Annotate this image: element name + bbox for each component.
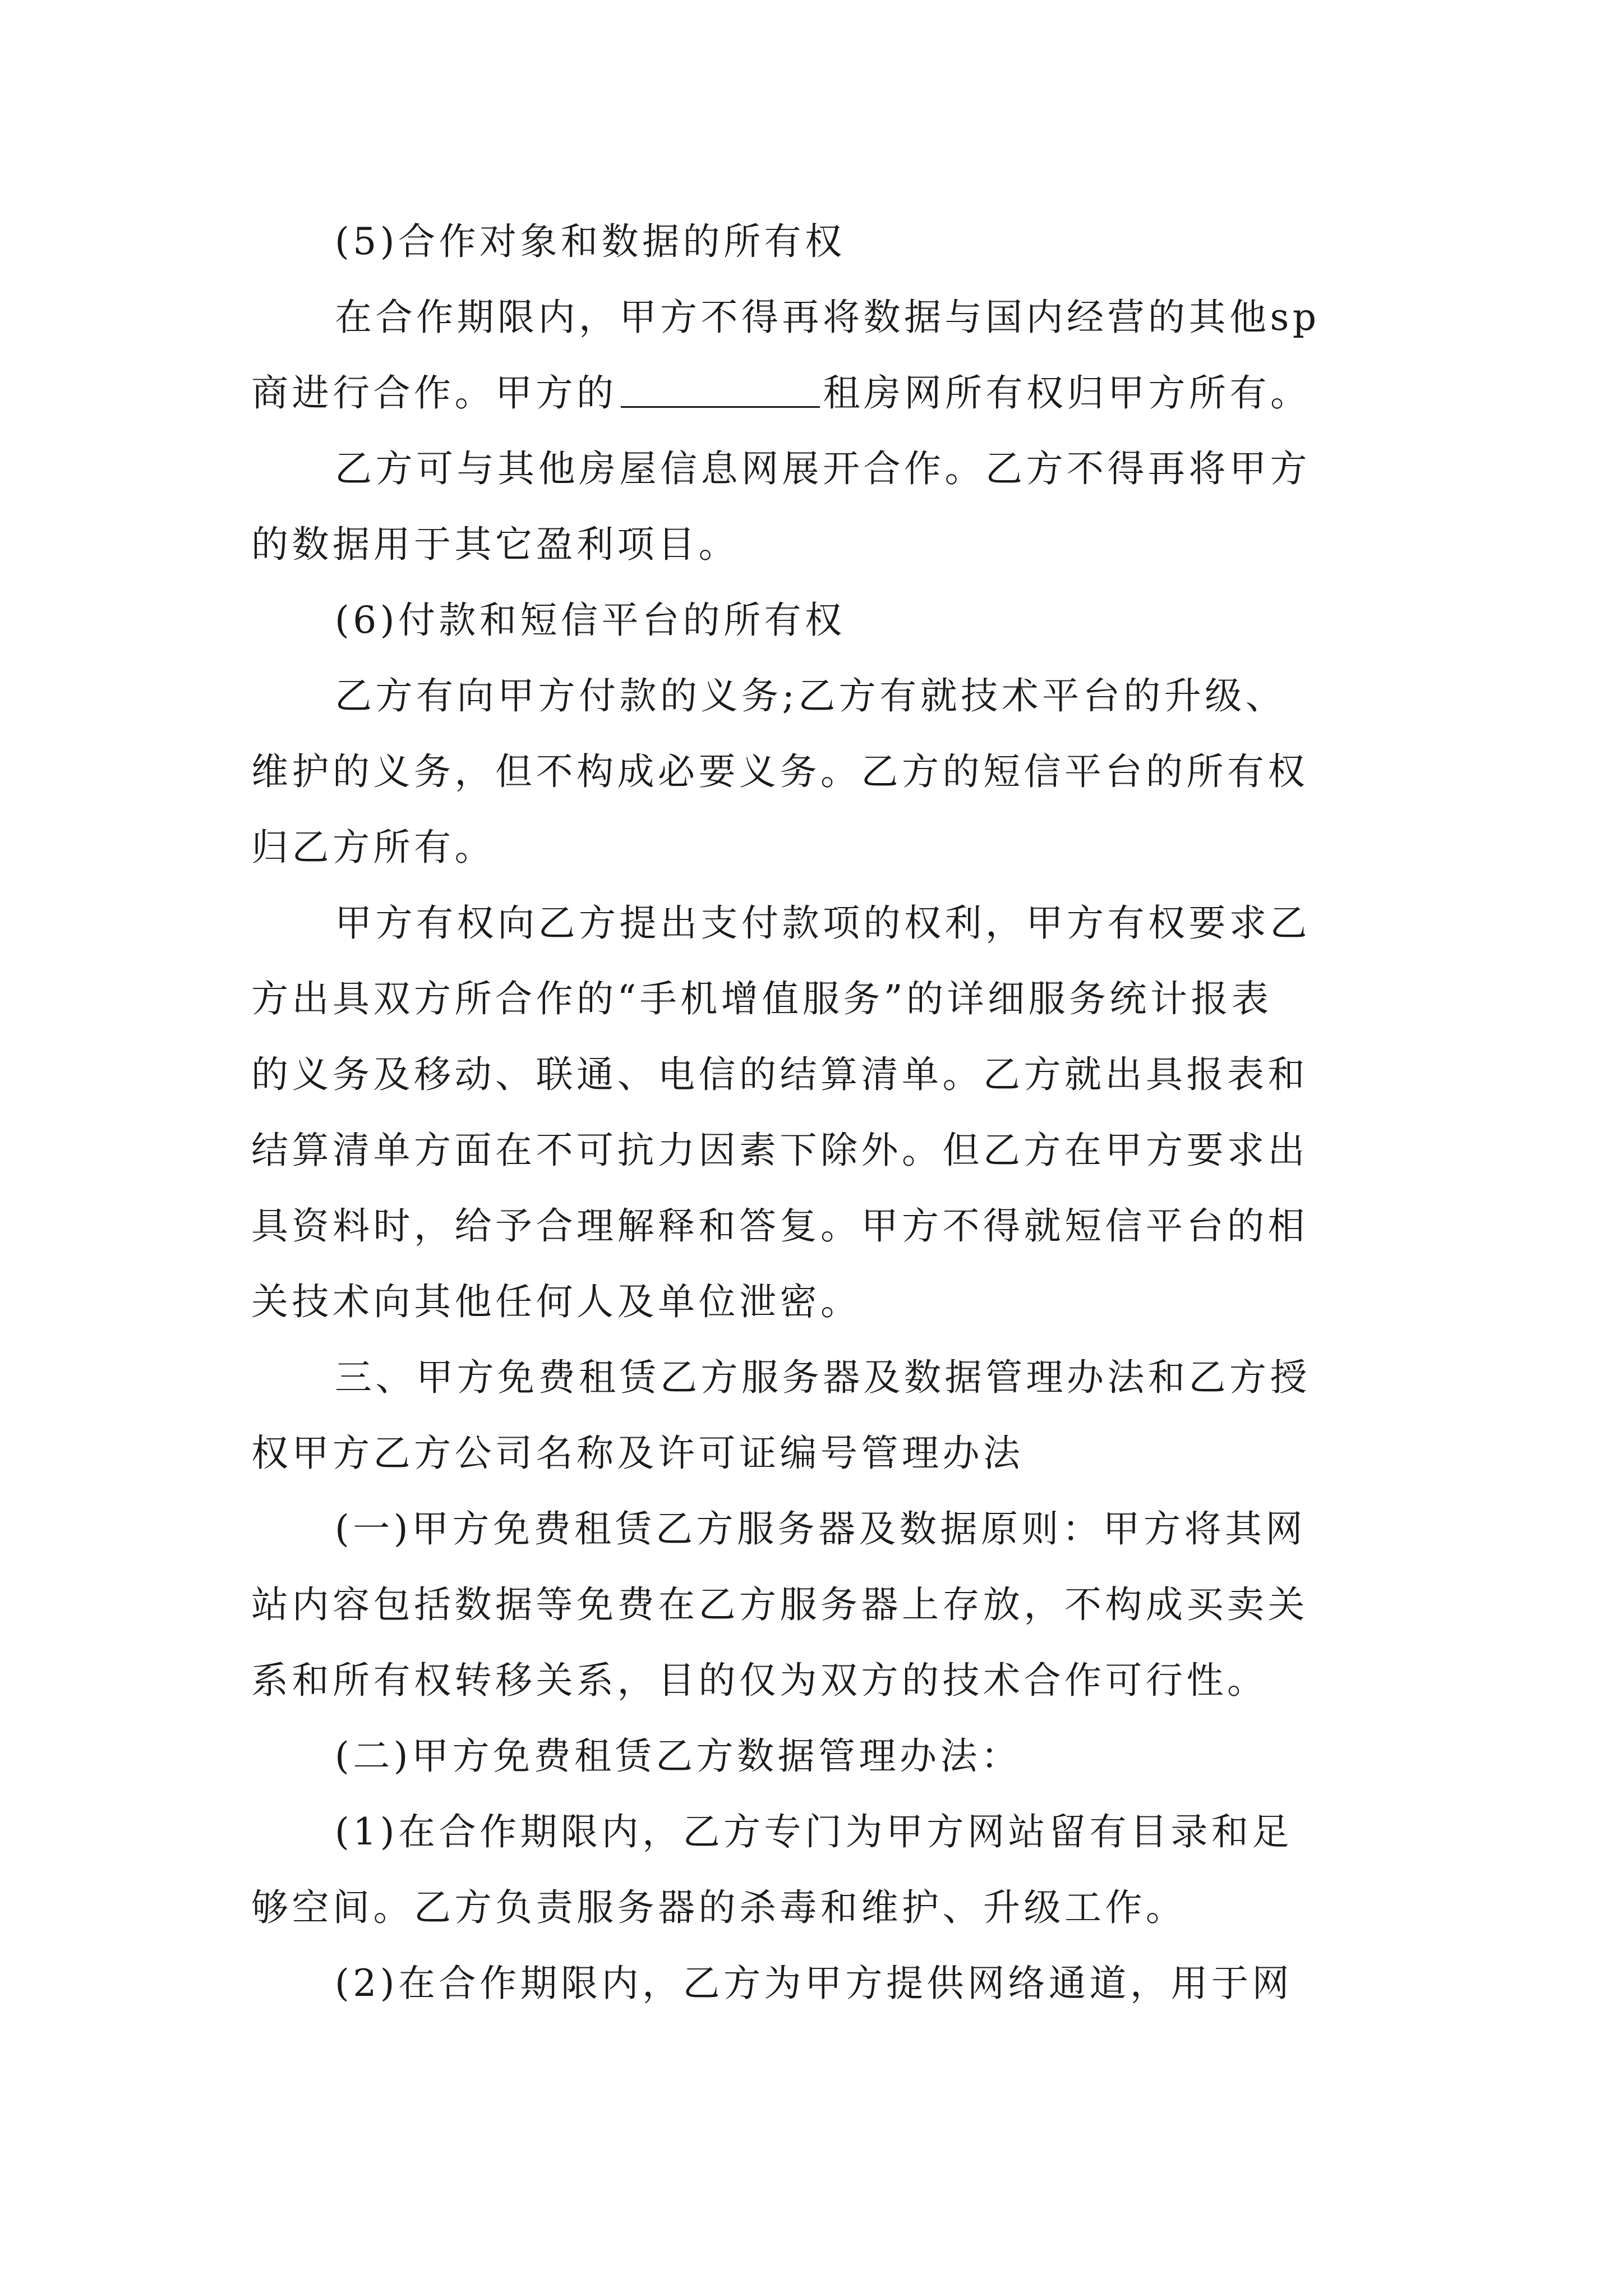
paragraph-line: 站内容包括数据等免费在乙方服务器上存放，不构成买卖关 (251, 1583, 1308, 1626)
paragraph (251, 1491, 1380, 1718)
paragraph-line: 关技术向其他任何人及单位泄密。 (251, 1280, 861, 1323)
paragraph-line: 在合作期限内，甲方不得再将数据与国内经营的其他sp (335, 296, 1320, 339)
paragraph-line: 甲方有权向乙方提出支付款项的权利，甲方有权要求乙 (335, 901, 1311, 945)
paragraph-line: 具资料时，给予合理解释和答复。甲方不得就短信平台的相 (251, 1204, 1308, 1248)
heading-line: (二)甲方免费租赁乙方数据管理办法： (335, 1734, 1022, 1778)
fill-in-blank (621, 369, 820, 408)
paragraph (251, 658, 1380, 885)
paragraph-line: 的义务及移动、联通、电信的结算清单。乙方就出具报表和 (251, 1053, 1308, 1096)
heading-line: 三、甲方免费租赁乙方服务器及数据管理办法和乙方授 (335, 1356, 1311, 1399)
paragraph-line: 维护的义务，但不构成必要义务。乙方的短信平台的所有权 (251, 750, 1308, 793)
paragraph (251, 1794, 1380, 1945)
paragraph-line: 归乙方所有。 (251, 826, 495, 869)
paragraph-line: 够空间。乙方负责服务器的杀毒和维护、升级工作。 (251, 1886, 1187, 1929)
document-body (251, 204, 1380, 2021)
paragraph (251, 279, 1380, 431)
paragraph-line: 结算清单方面在不可抗力因素下除外。但乙方在甲方要求出 (251, 1129, 1308, 1172)
heading-line: (5)合作对象和数据的所有权 (335, 220, 846, 263)
paragraph-heading-payment (251, 582, 1380, 658)
paragraph-line (251, 355, 1380, 431)
paragraph (251, 885, 1380, 1340)
paragraph-line: 乙方可与其他房屋信息网展开合作。乙方不得再将甲方 (335, 447, 1311, 490)
paragraph-line: 的数据用于其它盈利项目。 (251, 523, 739, 566)
subsection-heading (251, 1718, 1380, 1794)
paragraph-heading-ownership (251, 204, 1380, 279)
paragraph-line: 乙方有向甲方付款的义务;乙方有就技术平台的升级、 (335, 674, 1287, 717)
paragraph (251, 1945, 1380, 2021)
paragraph-line: 系和所有权转移关系，目的仅为双方的技术合作可行性。 (251, 1659, 1268, 1702)
paragraph (251, 431, 1380, 582)
text-segment: 商进行合作。甲方的 (251, 371, 617, 415)
heading-line: 权甲方乙方公司名称及许可证编号管理办法 (251, 1432, 1024, 1475)
paragraph-line: (一)甲方免费租赁乙方服务器及数据原则：甲方将其网 (335, 1507, 1306, 1550)
text-segment: 租房网所有权归甲方所有。 (823, 371, 1311, 415)
section-heading (251, 1340, 1380, 1491)
paragraph-line: (1)在合作期限内，乙方专门为甲方网站留有目录和足 (335, 1810, 1293, 1853)
heading-line: (6)付款和短信平台的所有权 (335, 599, 846, 642)
paragraph-line: (2)在合作期限内，乙方为甲方提供网络通道，用于网 (335, 1962, 1293, 2005)
paragraph-line: 方出具双方所合作的“手机增值服务”的详细服务统计报表 (251, 977, 1272, 1020)
